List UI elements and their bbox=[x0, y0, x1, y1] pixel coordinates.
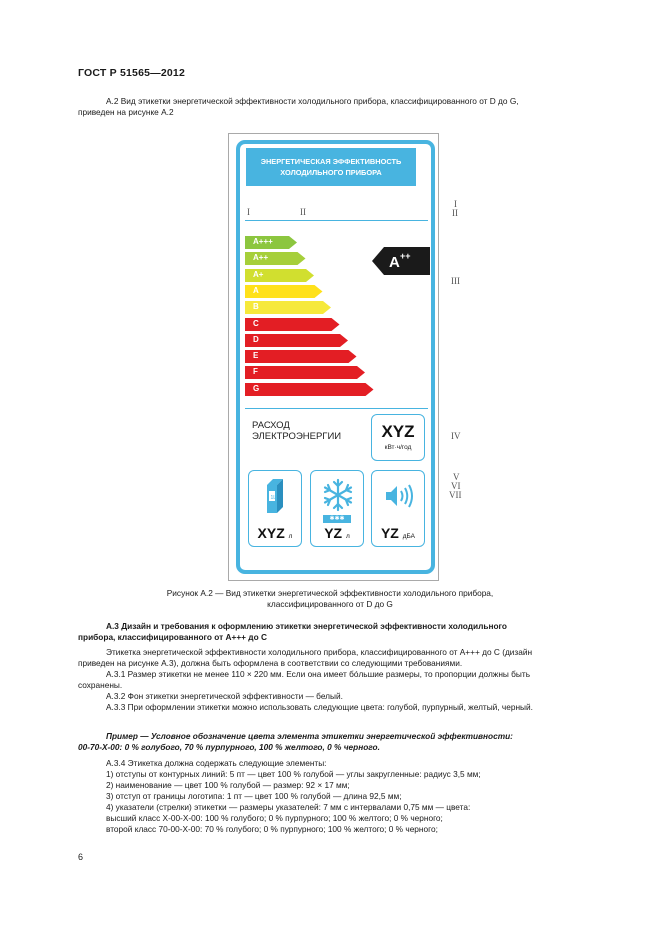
svg-text:1L: 1L bbox=[270, 495, 277, 501]
marker-V: V bbox=[453, 472, 460, 482]
frozen-volume-box bbox=[310, 470, 364, 547]
p10-line: 4) указатели (стрелки) этикетки — размеры указателей: 7 мм с интервалами 0,75 мм — цвета: bbox=[106, 802, 471, 812]
noise-level bbox=[372, 525, 424, 541]
p4-line: А.3.3 При оформлении этикетки можно использовать следующие цвета: голубой, пурпурный, желтый, черный. bbox=[106, 702, 533, 712]
intro-line-2: приведен на рисунке А.2 bbox=[78, 107, 174, 117]
energy-class-arrow-shape bbox=[245, 334, 348, 347]
marker-VI: VI bbox=[451, 481, 461, 491]
p9-line: 3) отступ от границы логотипа: 1 пт — цвет 100 % голубой — длина 92,5 мм; bbox=[106, 791, 402, 801]
example-lead: Пример — bbox=[106, 731, 149, 741]
indicator-sup: ++ bbox=[400, 251, 411, 261]
energy-class-arrow bbox=[245, 252, 306, 265]
frozen-volume-unit: л bbox=[345, 533, 350, 540]
example-line-1: Условное обозначение цвета элемента этикетки энергетической эффективности: bbox=[148, 731, 513, 741]
marker-VII: VII bbox=[449, 490, 462, 500]
energy-class-label: D bbox=[253, 334, 259, 344]
energy-class-label: G bbox=[253, 383, 260, 393]
section-line-1: А.3 Дизайн и требования к оформлению этикетки энергетической эффективности холодильного bbox=[106, 621, 507, 631]
label-marker-I: I bbox=[247, 207, 250, 217]
frozen-volume-value: YZ bbox=[324, 525, 343, 541]
energy-class-label: B bbox=[253, 302, 259, 312]
example-line-2: 00-70-X-00: 0 % голубого, 70 % пурпурного, 100 % желтого, 0 % черного. bbox=[78, 742, 380, 752]
body-paragraph-1 bbox=[78, 647, 623, 713]
consumption-line-1: РАСХОД bbox=[252, 420, 290, 431]
indicator-class: A bbox=[389, 254, 400, 271]
energy-class-arrow bbox=[245, 318, 340, 331]
consumption-box bbox=[371, 414, 425, 461]
consumption-unit: кВт·ч/год bbox=[384, 444, 412, 451]
frozen-volume bbox=[311, 525, 363, 541]
energy-class-label: C bbox=[253, 318, 259, 328]
p1-line-1: Этикетка энергетической эффективности холодильного прибора, классифицированного от А+++ до С (дизайн bbox=[106, 647, 533, 657]
energy-class-label: A++ bbox=[253, 253, 269, 263]
energy-class-arrow-shape bbox=[245, 383, 374, 396]
p7-line: 1) отступы от контурных линий: 5 пт — цвет 100 % голубой — углы закругленные: радиус 3,5 мм; bbox=[106, 769, 481, 779]
energy-class-arrow-shape bbox=[245, 366, 365, 379]
snowflake-icon bbox=[321, 478, 355, 512]
energy-class-arrow bbox=[245, 301, 331, 314]
example-paragraph bbox=[78, 731, 623, 753]
fresh-volume bbox=[249, 525, 301, 541]
energy-class-label: A+ bbox=[253, 269, 264, 279]
energy-class-arrow bbox=[245, 334, 348, 347]
marker-I: I bbox=[454, 199, 457, 209]
p2-line-1: А.3.1 Размер этикетки не менее 110 × 220 мм. Если она имеет бóльшие размеры, то пропорции должны быть bbox=[106, 669, 531, 679]
energy-class-arrow bbox=[245, 350, 357, 363]
marker-III: III bbox=[451, 276, 460, 286]
energy-class-arrow bbox=[245, 236, 297, 249]
caption-line-1: Рисунок А.2 — Вид этикетки энергетической эффективности холодильного прибора, bbox=[166, 588, 494, 598]
p12-line: второй класс 70-00-X-00: 70 % голубого; 0 % пурпурного; 100 % желтого; 0 % черного; bbox=[106, 824, 438, 834]
energy-class-label: A bbox=[253, 285, 259, 295]
energy-class-arrow bbox=[245, 366, 365, 379]
milk-carton-icon bbox=[261, 477, 291, 515]
consumption-value: XYZ bbox=[381, 422, 415, 441]
consumption-divider bbox=[245, 408, 428, 409]
figure-caption bbox=[120, 588, 540, 610]
fresh-volume-value: XYZ bbox=[257, 525, 285, 541]
energy-label-title bbox=[246, 148, 416, 186]
p1-line-2: приведен на рисунке А.3), должна быть оформлена в соответствии со следующими требованиями. bbox=[78, 658, 463, 668]
label-marker-II: II bbox=[300, 207, 306, 217]
energy-class-arrow-shape bbox=[245, 350, 357, 363]
frozen-star-badge: ✱✱✱ bbox=[323, 515, 351, 523]
section-heading bbox=[78, 621, 623, 643]
section-line-2: прибора, классифицированного от А+++ до С bbox=[78, 632, 267, 642]
title-line-1: ЭНЕРГЕТИЧЕСКАЯ ЭФФЕКТИВНОСТЬ bbox=[260, 157, 402, 166]
intro-paragraph bbox=[78, 96, 618, 118]
p11-line: высший класс X-00-X-00: 100 % голубого; 0 % пурпурного; 100 % желтого; 0 % черного; bbox=[106, 813, 443, 823]
energy-class-label: A+++ bbox=[253, 237, 273, 246]
p6-line: А.3.4 Этикетка должна содержать следующие элементы: bbox=[106, 758, 327, 768]
title-line-2: ХОЛОДИЛЬНОГО ПРИБОРА bbox=[280, 168, 382, 177]
noise-value: YZ bbox=[380, 525, 399, 541]
p3-line: А.3.2 Фон этикетки энергетической эффективности — белый. bbox=[106, 691, 343, 701]
marker-IV: IV bbox=[451, 431, 461, 441]
p2-line-2: сохранены. bbox=[78, 680, 123, 690]
speaker-icon bbox=[382, 481, 416, 511]
energy-class-arrow-shape bbox=[245, 318, 340, 331]
marker-II: II bbox=[452, 208, 458, 218]
intro-line-1: А.2 Вид этикетки энергетической эффективности холодильного прибора, классифицированного от D до G, bbox=[106, 96, 519, 106]
p8-line: 2) наименование — цвет 100 % голубой — размер: 92 × 17 мм; bbox=[106, 780, 350, 790]
logo-divider bbox=[245, 220, 428, 221]
document-header: ГОСТ Р 51565—2012 bbox=[78, 67, 186, 79]
energy-class-arrow bbox=[245, 285, 323, 298]
energy-class-arrow bbox=[245, 383, 374, 396]
caption-line-2: классифицированного от D до G bbox=[267, 599, 393, 609]
fresh-volume-unit: л bbox=[288, 533, 293, 540]
energy-class-label: F bbox=[253, 367, 258, 377]
consumption-caption bbox=[252, 420, 341, 442]
noise-box bbox=[371, 470, 425, 547]
fresh-volume-box bbox=[248, 470, 302, 547]
body-paragraph-2 bbox=[78, 758, 623, 835]
noise-unit: дБА bbox=[402, 533, 416, 540]
consumption-line-2: ЭЛЕКТРОЭНЕРГИИ bbox=[252, 431, 342, 442]
class-indicator-arrow bbox=[372, 247, 430, 275]
energy-class-arrow bbox=[245, 269, 314, 282]
energy-class-label: E bbox=[253, 351, 259, 361]
page-number: 6 bbox=[78, 852, 84, 862]
